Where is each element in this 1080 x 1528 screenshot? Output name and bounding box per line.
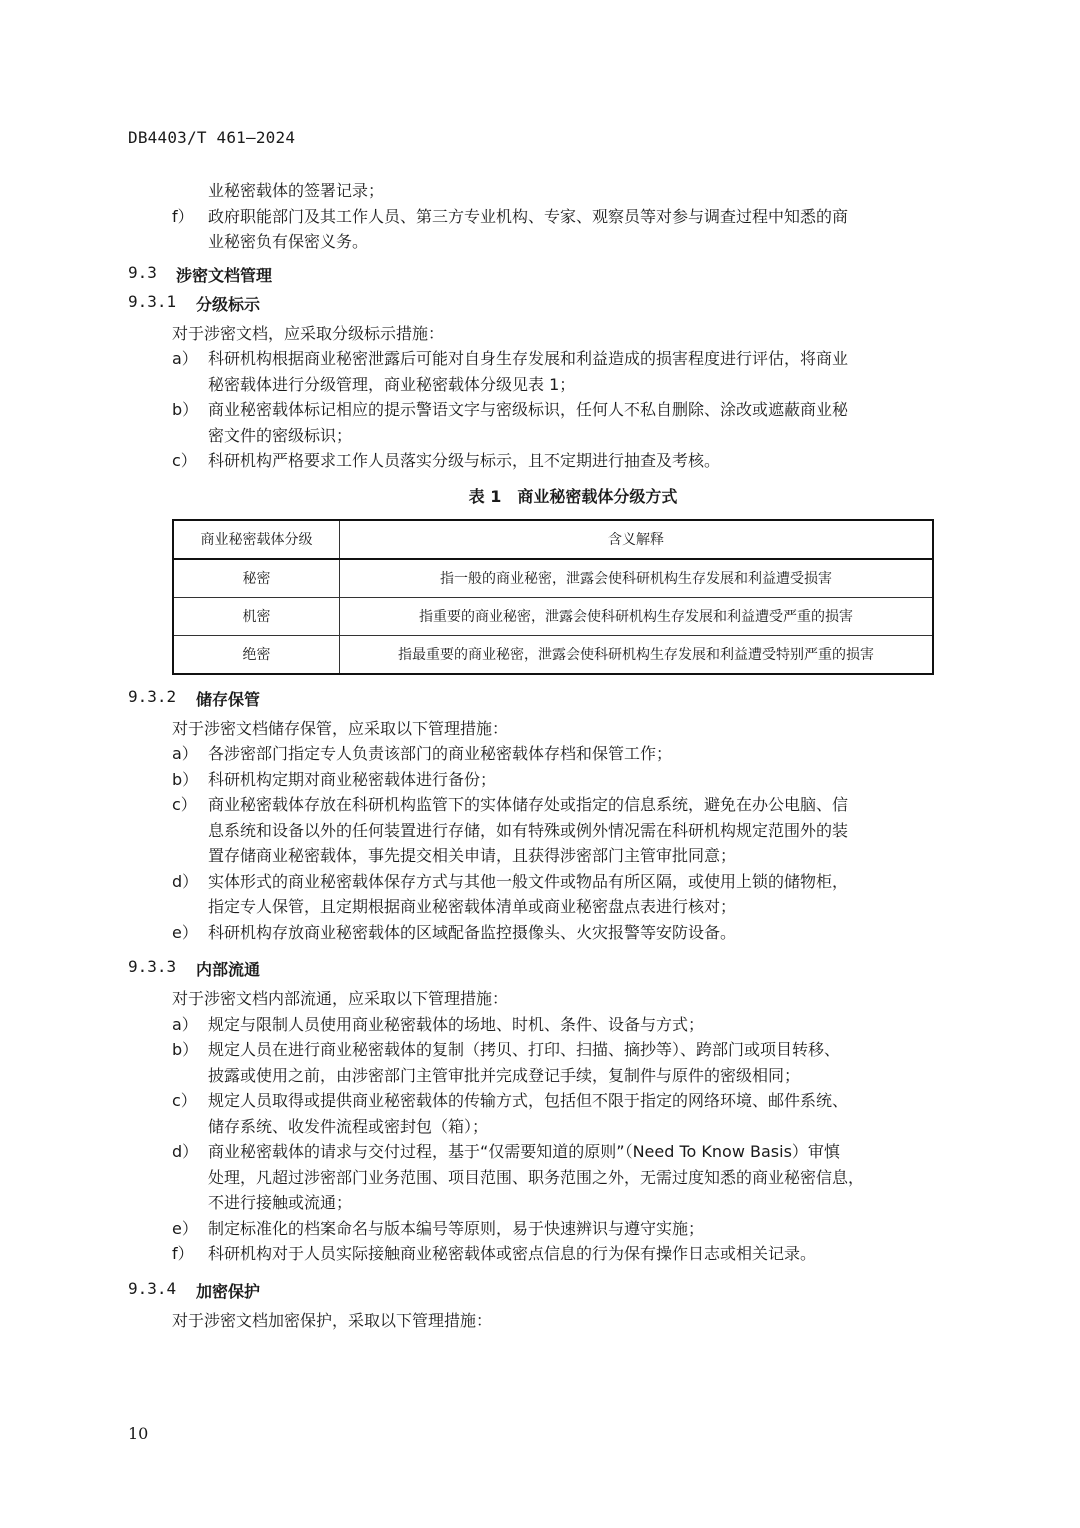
table-header-cell: 商业秘密载体分级 [173, 520, 340, 559]
section-number: 9.3 [128, 262, 157, 282]
item-marker: d） [172, 871, 199, 891]
section-title: 加密保护 [196, 1281, 261, 1301]
section-heading-9-3-3 [128, 957, 978, 980]
list-item [128, 1088, 978, 1139]
section-heading-9-3-1 [128, 292, 978, 315]
list-item [128, 869, 978, 920]
section-number: 9.3.4 [128, 1278, 177, 1298]
section-intro: 对于涉密文档，应采取分级标示措施： [172, 323, 445, 343]
list-item [128, 741, 978, 767]
document-id-header: DB4403/T 461—2024 [128, 128, 296, 147]
item-text-line: 科研机构存放商业秘密载体的区域配备监控摄像头、火灾报警等安防设备。 [208, 922, 737, 942]
item-marker: b） [172, 769, 199, 789]
item-text-line: 规定人员在进行商业秘密载体的复制（拷贝、打印、扫描、摘抄等）、跨部门或项目转移、 [208, 1040, 841, 1059]
item-text-line: 实体形式的商业秘密载体保存方式与其他一般文件或物品有所区隔，或使用上锁的储物柜， [208, 871, 849, 891]
item-marker: e） [172, 1218, 198, 1238]
item-text-line: 业秘密负有保密义务。 [208, 232, 369, 251]
item-text-line: 科研机构根据商业秘密泄露后可能对自身生存发展和利益造成的损害程度进行评估，将商业 [208, 349, 849, 368]
section-number: 9.3.3 [128, 957, 177, 976]
item-text-line: 规定人员取得或提供商业秘密载体的传输方式，包括但不限于指定的网络环境、邮件系统、 [208, 1091, 849, 1110]
section-title: 涉密文档管理 [176, 265, 273, 285]
item-marker: f） [172, 1244, 194, 1263]
list-item [128, 397, 978, 448]
item-text-line: 储存系统、收发件流程或密封包（箱）； [208, 1116, 489, 1136]
item-marker: b） [172, 1040, 199, 1059]
section-intro: 对于涉密文档内部流通，应采取以下管理措施： [172, 989, 509, 1008]
list-item [128, 1216, 978, 1242]
page-content [128, 178, 978, 1333]
item-text-line: 密文件的密级标识； [208, 425, 353, 445]
item-text-line: 披露或使用之前，由涉密部门主管审批并完成登记手续，复制件与原件的密级相同； [208, 1065, 801, 1085]
page-number: 10 [128, 1424, 149, 1443]
section-heading-9-3 [128, 263, 978, 286]
item-text-line: 商业秘密载体存放在科研机构监管下的实体储存处或指定的信息系统，避免在办公电脑、信 [208, 795, 849, 814]
item-text-line: 政府职能部门及其工作人员、第三方专业机构、专家、观察员等对参与调查过程中知悉的商 [208, 206, 849, 226]
table-row [173, 559, 933, 598]
section-intro: 对于涉密文档储存保管，应采取以下管理措施： [172, 718, 509, 738]
item-marker: c） [172, 1091, 197, 1110]
item-text-line: 科研机构严格要求工作人员落实分级与标示，且不定期进行抽查及考核。 [208, 451, 721, 470]
item-marker: b） [172, 400, 199, 419]
list-item [128, 346, 978, 397]
item-text-line: 指定专人保管，且定期根据商业秘密载体清单或商业秘密盘点表进行核对； [208, 897, 737, 916]
section-title: 储存保管 [196, 689, 261, 709]
table-header-cell: 含义解释 [340, 520, 934, 559]
list-item [128, 1012, 978, 1038]
item-text-line: 科研机构对于人员实际接触商业秘密载体或密点信息的行为保有操作日志或相关记录。 [208, 1244, 817, 1263]
section-intro: 对于涉密文档加密保护，采取以下管理措施： [172, 1310, 493, 1330]
item-text-line: 各涉密部门指定专人负责该部门的商业秘密载体存档和保管工作； [208, 744, 673, 763]
item-marker: f） [172, 206, 194, 226]
item-marker: c） [172, 451, 197, 470]
list-item [128, 1241, 978, 1267]
item-text-line: 商业秘密载体的请求与交付过程，基于“仅需要知道的原则”（Need To Know Basis）审慎 [208, 1142, 840, 1161]
table-header-row [173, 520, 933, 559]
item-text-line: 制定标准化的档案命名与版本编号等原则，易于快速辨识与遵守实施； [208, 1218, 705, 1238]
section-heading-9-3-2 [128, 687, 978, 710]
list-item [128, 767, 978, 793]
item-marker: e） [172, 922, 198, 942]
classification-table [172, 519, 934, 675]
item-text-line: 置存储商业秘密载体，事先提交相关申请，且获得涉密部门主管审批同意； [208, 846, 737, 865]
section-title: 分级标示 [196, 294, 261, 314]
item-text-line: 规定与限制人员使用商业秘密载体的场地、时机、条件、设备与方式； [208, 1014, 705, 1034]
item-text-line: 秘密载体进行分级管理，商业秘密载体分级见表 1； [208, 374, 576, 394]
table-cell-meaning: 指最重要的商业秘密，泄露会使科研机构生存发展和利益遭受特别严重的损害 [340, 635, 934, 674]
list-item [128, 448, 978, 474]
list-item [128, 1037, 978, 1088]
item-marker: a） [172, 349, 198, 368]
list-item [128, 792, 978, 869]
table-cell-level: 绝密 [173, 635, 340, 674]
item-text-line: 科研机构定期对商业秘密载体进行备份； [208, 769, 497, 789]
item-text-line: 息系统和设备以外的任何装置进行存储，如有特殊或例外情况需在科研机构规定范围外的装 [208, 820, 849, 840]
item-text-line: 处理，凡超过涉密部门业务范围、项目范围、职务范围之外，无需过度知悉的商业秘密信息， [208, 1167, 865, 1187]
table-cell-meaning: 指一般的商业秘密，泄露会使科研机构生存发展和利益遭受损害 [340, 559, 934, 598]
list-item [128, 920, 978, 946]
item-marker: d） [172, 1142, 199, 1161]
list-item [128, 1139, 978, 1216]
section-number: 9.3.1 [128, 291, 177, 311]
table-row [173, 597, 933, 635]
section-title: 内部流通 [196, 960, 261, 979]
item-marker: c） [172, 795, 197, 814]
section-number: 9.3.2 [128, 686, 177, 706]
table-cell-level: 机密 [173, 597, 340, 635]
item-marker: a） [172, 1014, 198, 1034]
item-marker: a） [172, 744, 198, 763]
item-text-line: 商业秘密载体标记相应的提示警语文字与密级标识，任何人不私自删除、涂改或遮蔽商业秘 [208, 400, 849, 419]
list-item [128, 204, 978, 255]
table-row [173, 635, 933, 674]
table-caption: 表 1 商业秘密载体分级方式 [468, 486, 678, 506]
table-cell-meaning: 指重要的商业秘密，泄露会使科研机构生存发展和利益遭受严重的损害 [340, 597, 934, 635]
continued-item-tail: 业秘密载体的签署记录； [208, 181, 385, 200]
table-cell-level: 秘密 [173, 559, 340, 598]
section-heading-9-3-4 [128, 1279, 978, 1302]
item-text-line: 不进行接触或流通； [208, 1193, 353, 1212]
